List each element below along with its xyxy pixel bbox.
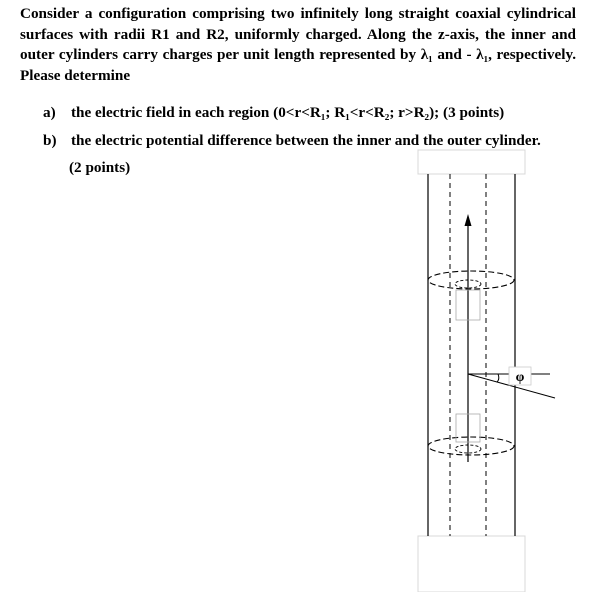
z-axis-arrowhead: [465, 214, 472, 226]
upper-cross-section: [428, 271, 514, 320]
question-a-text: the electric field in each region (0<r<R₁; R₁<r<R₂; r>R₂); (3 points): [71, 104, 505, 121]
lower-cross-section: [428, 414, 514, 455]
figure-top-frame: [418, 150, 525, 174]
question-a-label: a): [43, 104, 56, 121]
angle-arc: [497, 374, 499, 382]
problem-statement: Consider a configuration comprising two infinitely long straight coaxial cylindrical surfaces with radii R1 and R2, uniformly charged. Along the z-axis, the inner and outer cylinders carry charges per unit length represented by λ₁ and - λ₁, respectively. Please determine: [20, 5, 576, 84]
question-b-text: the electric potential difference between the inner and the outer cylinder.: [71, 132, 541, 149]
question-b-points: (2 points): [69, 159, 131, 176]
phi-label: φ: [515, 370, 525, 385]
question-b-label: b): [43, 132, 57, 149]
figure-bottom-frame: [418, 536, 525, 592]
